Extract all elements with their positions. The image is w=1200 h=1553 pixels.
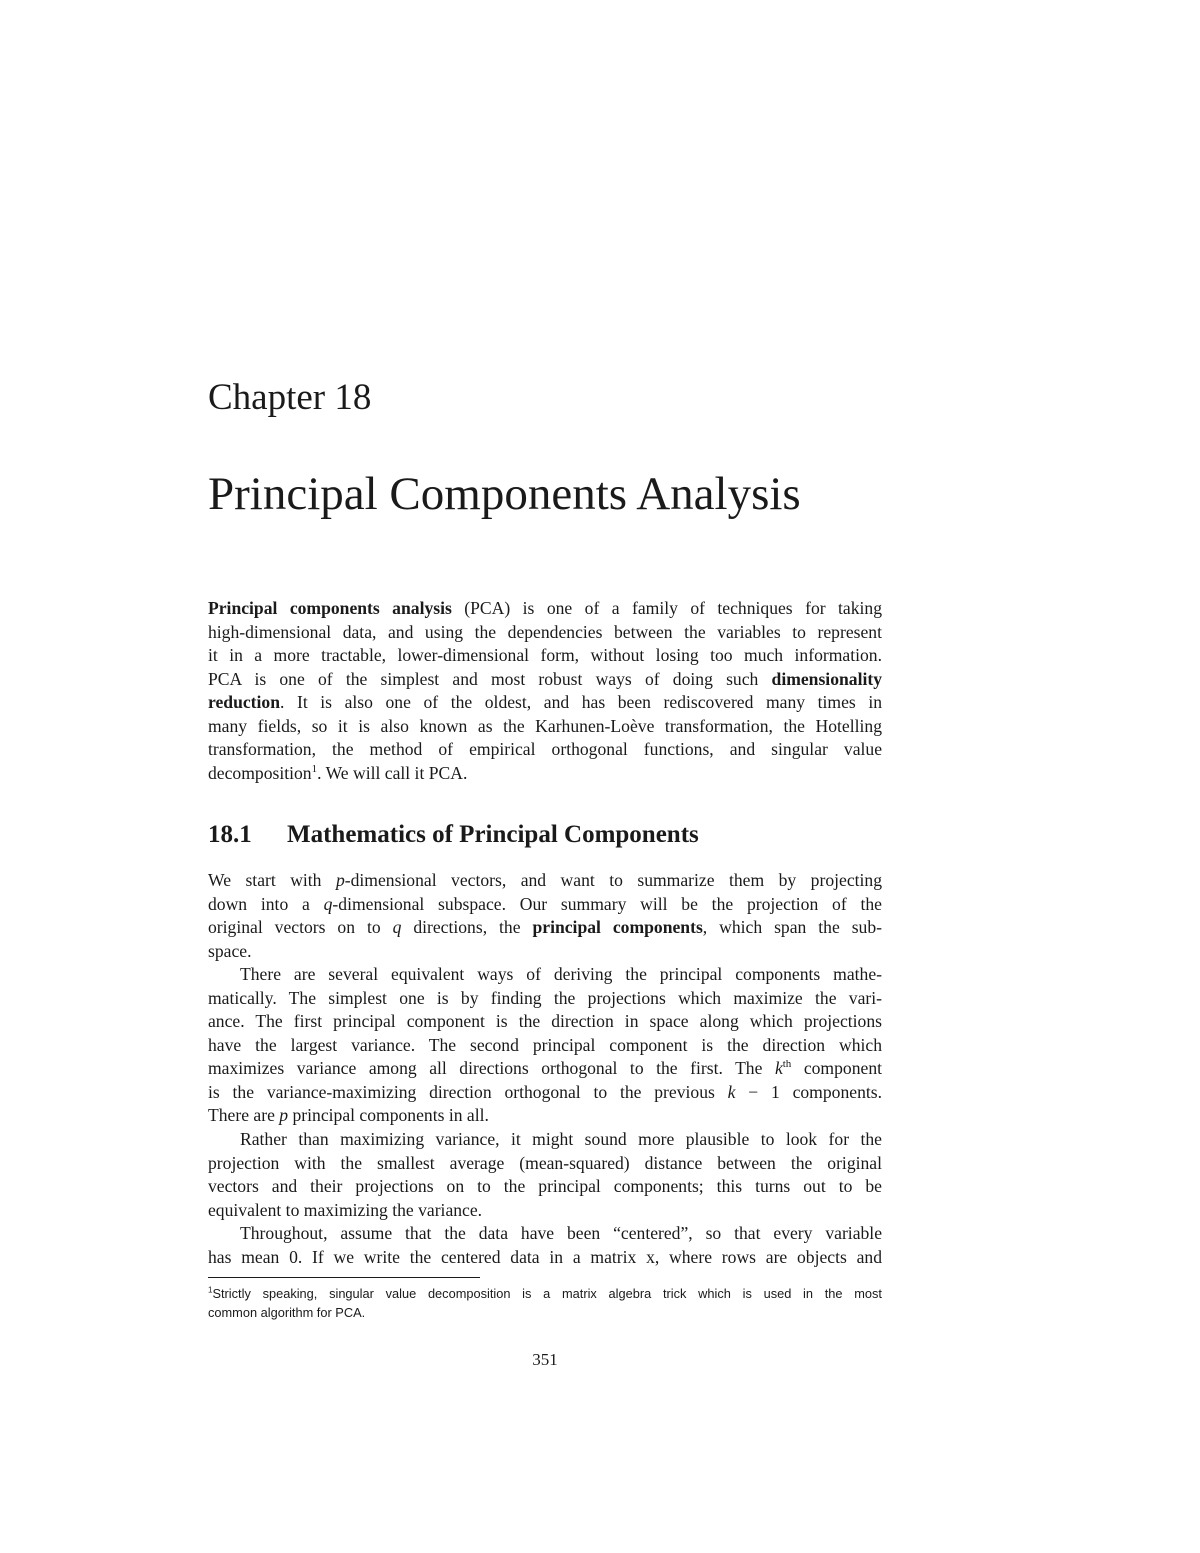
term-dimensionality: dimensionality — [771, 668, 882, 689]
paragraph-line: ance. The first principal component is the direction in space along which projections — [208, 1011, 882, 1031]
intro-line: PCA is one of the simplest and most robust ways of doing such dimensionality — [208, 668, 882, 689]
paragraph-line: have the largest variance. The second principal component is the direction which — [208, 1034, 882, 1055]
paragraph-line: space. — [208, 940, 252, 961]
paragraph-line: equivalent to maximizing the variance. — [208, 1199, 483, 1220]
paragraph-line: down into a q-dimensional subspace. Our summary will be the projection of the — [208, 893, 882, 914]
intro-line: Principal components analysis (PCA) is one of a family of techniques for taking — [208, 598, 883, 618]
footnote — [208, 1284, 882, 1322]
section-paragraph-4 — [208, 1222, 882, 1269]
section-number: 18.1 — [208, 821, 252, 848]
footnote-line: $^1$Strictly speaking, singular value decomposition is a matrix algebra trick which is used in the most — [208, 1285, 882, 1301]
footnote-number: 1 — [208, 1285, 213, 1295]
paragraph-line: Throughout, assume that the data have been “centered”, so that every variable — [240, 1223, 882, 1243]
intro-line: reduction. It is also one of the oldest, and has been rediscovered many times in — [208, 692, 882, 712]
intro-line: high-dimensional data, and using the dependencies between the variables to represent — [208, 621, 882, 642]
term-principal-components: principal components — [532, 917, 703, 937]
section-paragraph-3 — [208, 1128, 882, 1222]
intro-line: transformation, the method of empirical orthogonal functions, and singular value — [208, 739, 882, 759]
section-title: Mathematics of Principal Components — [287, 821, 699, 848]
paragraph-line: original vectors on to q directions, the principal components, which span the sub- — [208, 917, 883, 937]
chapter-title: Principal Components Analysis — [208, 468, 801, 520]
page-number: 351 — [532, 1350, 558, 1369]
paragraph-line: There are p principal components in all. — [208, 1105, 489, 1125]
paragraph-line: There are several equivalent ways of deriving the principal components mathe- — [240, 964, 882, 984]
intro-line: decomposition$^1$. We will call it PCA. — [208, 762, 468, 783]
paragraph-line: projection with the smallest average (mean-squared) distance between the original — [208, 1152, 882, 1173]
section-heading — [208, 818, 699, 852]
paragraph-line: maximizes variance among all directions orthogonal to the first. The $k^{th}$ component — [208, 1058, 882, 1078]
paragraph-line: vectors and their projections on to the principal components; this turns out to be — [208, 1176, 882, 1196]
paragraph-line: We start with p-dimensional vectors, and want to summarize them by projecting — [208, 870, 882, 890]
intro-line: many fields, so it is also known as the Karhunen-Loève transformation, the Hotelling — [208, 715, 882, 736]
term-reduction: reduction — [208, 692, 281, 712]
intro-line: it in a more tractable, lower-dimensional form, without losing too much information. — [208, 645, 882, 665]
chapter-label: Chapter 18 — [208, 377, 372, 418]
paragraph-line: has mean 0. If we write the centered data in a matrix x, where rows are objects and — [208, 1246, 882, 1267]
paragraph-line: matically. The simplest one is by finding the projections which maximize the vari- — [208, 987, 882, 1008]
term-pca: Principal components analysis — [208, 598, 452, 618]
intro-paragraph — [208, 597, 882, 785]
section-paragraph-1 — [208, 869, 882, 963]
paragraph-line: Rather than maximizing variance, it might sound more plausible to look for the — [240, 1129, 882, 1149]
section-paragraph-2 — [208, 963, 882, 1128]
paragraph-line: is the variance-maximizing direction orthogonal to the previous k − 1 components. — [208, 1081, 882, 1102]
footnote-rule — [208, 1277, 480, 1278]
footnote-line: common algorithm for PCA. — [208, 1305, 366, 1320]
footnote-marker: 1 — [311, 762, 318, 775]
